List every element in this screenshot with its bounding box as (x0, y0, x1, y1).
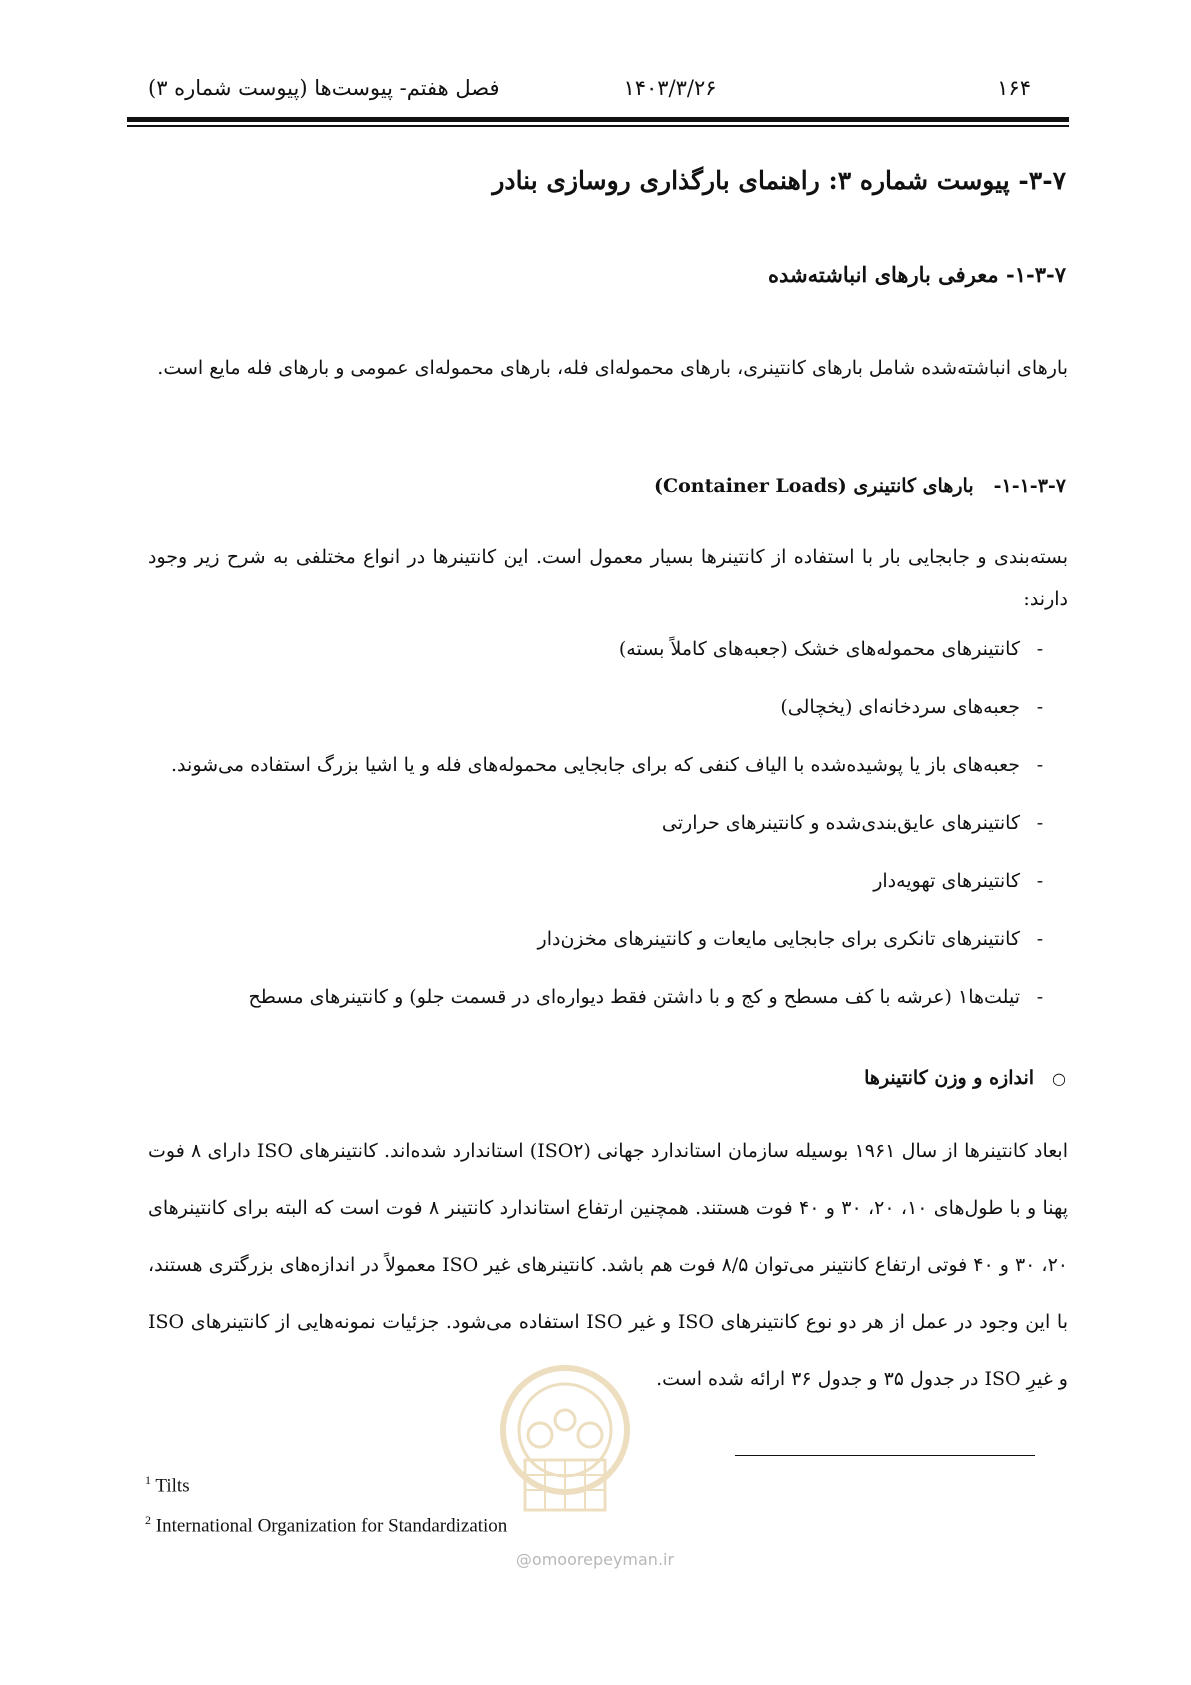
paragraph-stacked-loads: بارهای انباشته‌شده شامل بارهای کانتینری، بارهای محموله‌ای فله، بارهای محموله‌ای عمومی و بارهای فله مایع است. (157, 357, 1068, 379)
header-date: ۱۴۰۳/۳/۲۶ (623, 76, 717, 100)
bullet-dash: - (1036, 696, 1044, 718)
header-rule-thin (127, 125, 1069, 127)
list-item (148, 870, 1060, 928)
bullet-dash: - (1036, 754, 1044, 776)
footnotes (145, 1460, 507, 1540)
list-item (148, 696, 1060, 754)
list-item-text: جعبه‌های باز یا پوشیده‌شده با الیاف کنفی که برای جابجایی محموله‌های فله و یا اشیا بزرگ استفاده می‌شوند. (171, 754, 1020, 776)
bullet-dash: - (1036, 928, 1044, 950)
subsection-number: ۱-۱-۳-۷- (993, 475, 1066, 497)
size-weight-heading-text: اندازه و وزن کانتینرها (864, 1067, 1035, 1089)
footnote-2 (145, 1500, 507, 1540)
list-item (148, 986, 1060, 1044)
list-item (148, 812, 1060, 870)
bullet-dash: - (1036, 870, 1044, 892)
circle-bullet-icon: ○ (1052, 1069, 1066, 1088)
subsection-title: بارهای کانتینری (Container Loads) (654, 475, 974, 497)
paragraph-container-intro: بسته‌بندی و جابجایی بار با استفاده از کانتینرها بسیار معمول است. این کانتینرها در انواع مختلفی به شرح زیر وجود دارند: (148, 546, 1068, 610)
watermark-text: @omoorepeyman.ir (515, 1550, 675, 1569)
list-item-text: کانتینرهای محموله‌های خشک (جعبه‌های کاملاً بسته) (618, 638, 1020, 660)
list-item-text: کانتینرهای تهویه‌دار (873, 870, 1020, 892)
footnote-1 (145, 1460, 507, 1500)
bullet-dash: - (1036, 812, 1044, 834)
container-types-list (148, 638, 1060, 1044)
list-item (148, 928, 1060, 986)
section-heading: ۱-۳-۷- معرفی بارهای انباشته‌شده (768, 262, 1066, 287)
subsection-heading (654, 475, 1066, 497)
list-item-text: کانتینرهای عایق‌بندی‌شده و کانتینرهای حرارتی (661, 812, 1020, 834)
footnote-number: 2 (145, 1513, 151, 1527)
bullet-dash: - (1036, 986, 1044, 1008)
list-item-text: تیلت‌ها۱ (عرشه با کف مسطح و کج و با داشتن فقط دیواره‌ای در قسمت جلو) و کانتینرهای مسطح (248, 986, 1020, 1008)
header-chapter: فصل هفتم- پیوست‌ها (پیوست شماره ۳) (148, 76, 500, 100)
footnote-text: International Organization for Standardization (155, 1515, 508, 1537)
page-title: ۳-۷- پیوست شماره ۳: راهنمای بارگذاری روسازی بنادر (492, 166, 1066, 195)
header-rule-thick (127, 117, 1069, 122)
list-item (148, 754, 1060, 812)
footnote-text: Tilts (155, 1475, 190, 1497)
footnote-number: 1 (145, 1473, 151, 1487)
list-item (148, 638, 1060, 696)
list-item-text: کانتینرهای تانکری برای جابجایی مایعات و کانتینرهای مخزن‌دار (537, 928, 1020, 950)
footnote-separator (735, 1455, 1035, 1456)
watermark-logo-icon (490, 1360, 640, 1530)
size-weight-heading (864, 1067, 1066, 1089)
page-number: ۱۶۴ (997, 76, 1031, 100)
list-item-text: جعبه‌های سردخانه‌ای (یخچالی) (780, 696, 1020, 718)
bullet-dash: - (1036, 638, 1044, 660)
paragraph-iso-dimensions: ابعاد کانتینرها از سال ۱۹۶۱ بوسیله سازمان استاندارد جهانی (ISO۲) استاندارد شده‌اند. کانتینرهای ISO دارای ۸ فوت پهنا و با طول‌های ۱۰، ۲۰، ۳۰ و ۴۰ فوت هستند. همچنین ارتفاع استاندارد کانتینر ۸ فوت است که البته برای کانتینرهای ۲۰، ۳۰ و ۴۰ فوتی ارتفاع کانتینر می‌توان ۸/۵ فوت هم باشد. کانتینرهای غیر ISO معمولاً در اندازه‌های بزرگتری هستند، با این وجود در عمل از هر دو نوع کانتینرهای ISO و غیر ISO استفاده می‌شود. جزئیات نمونه‌هایی از کانتینرهای ISO و غیرِ ISO در جدول ۳۵ و جدول ۳۶ ارائه شده است. (148, 1140, 1069, 1390)
